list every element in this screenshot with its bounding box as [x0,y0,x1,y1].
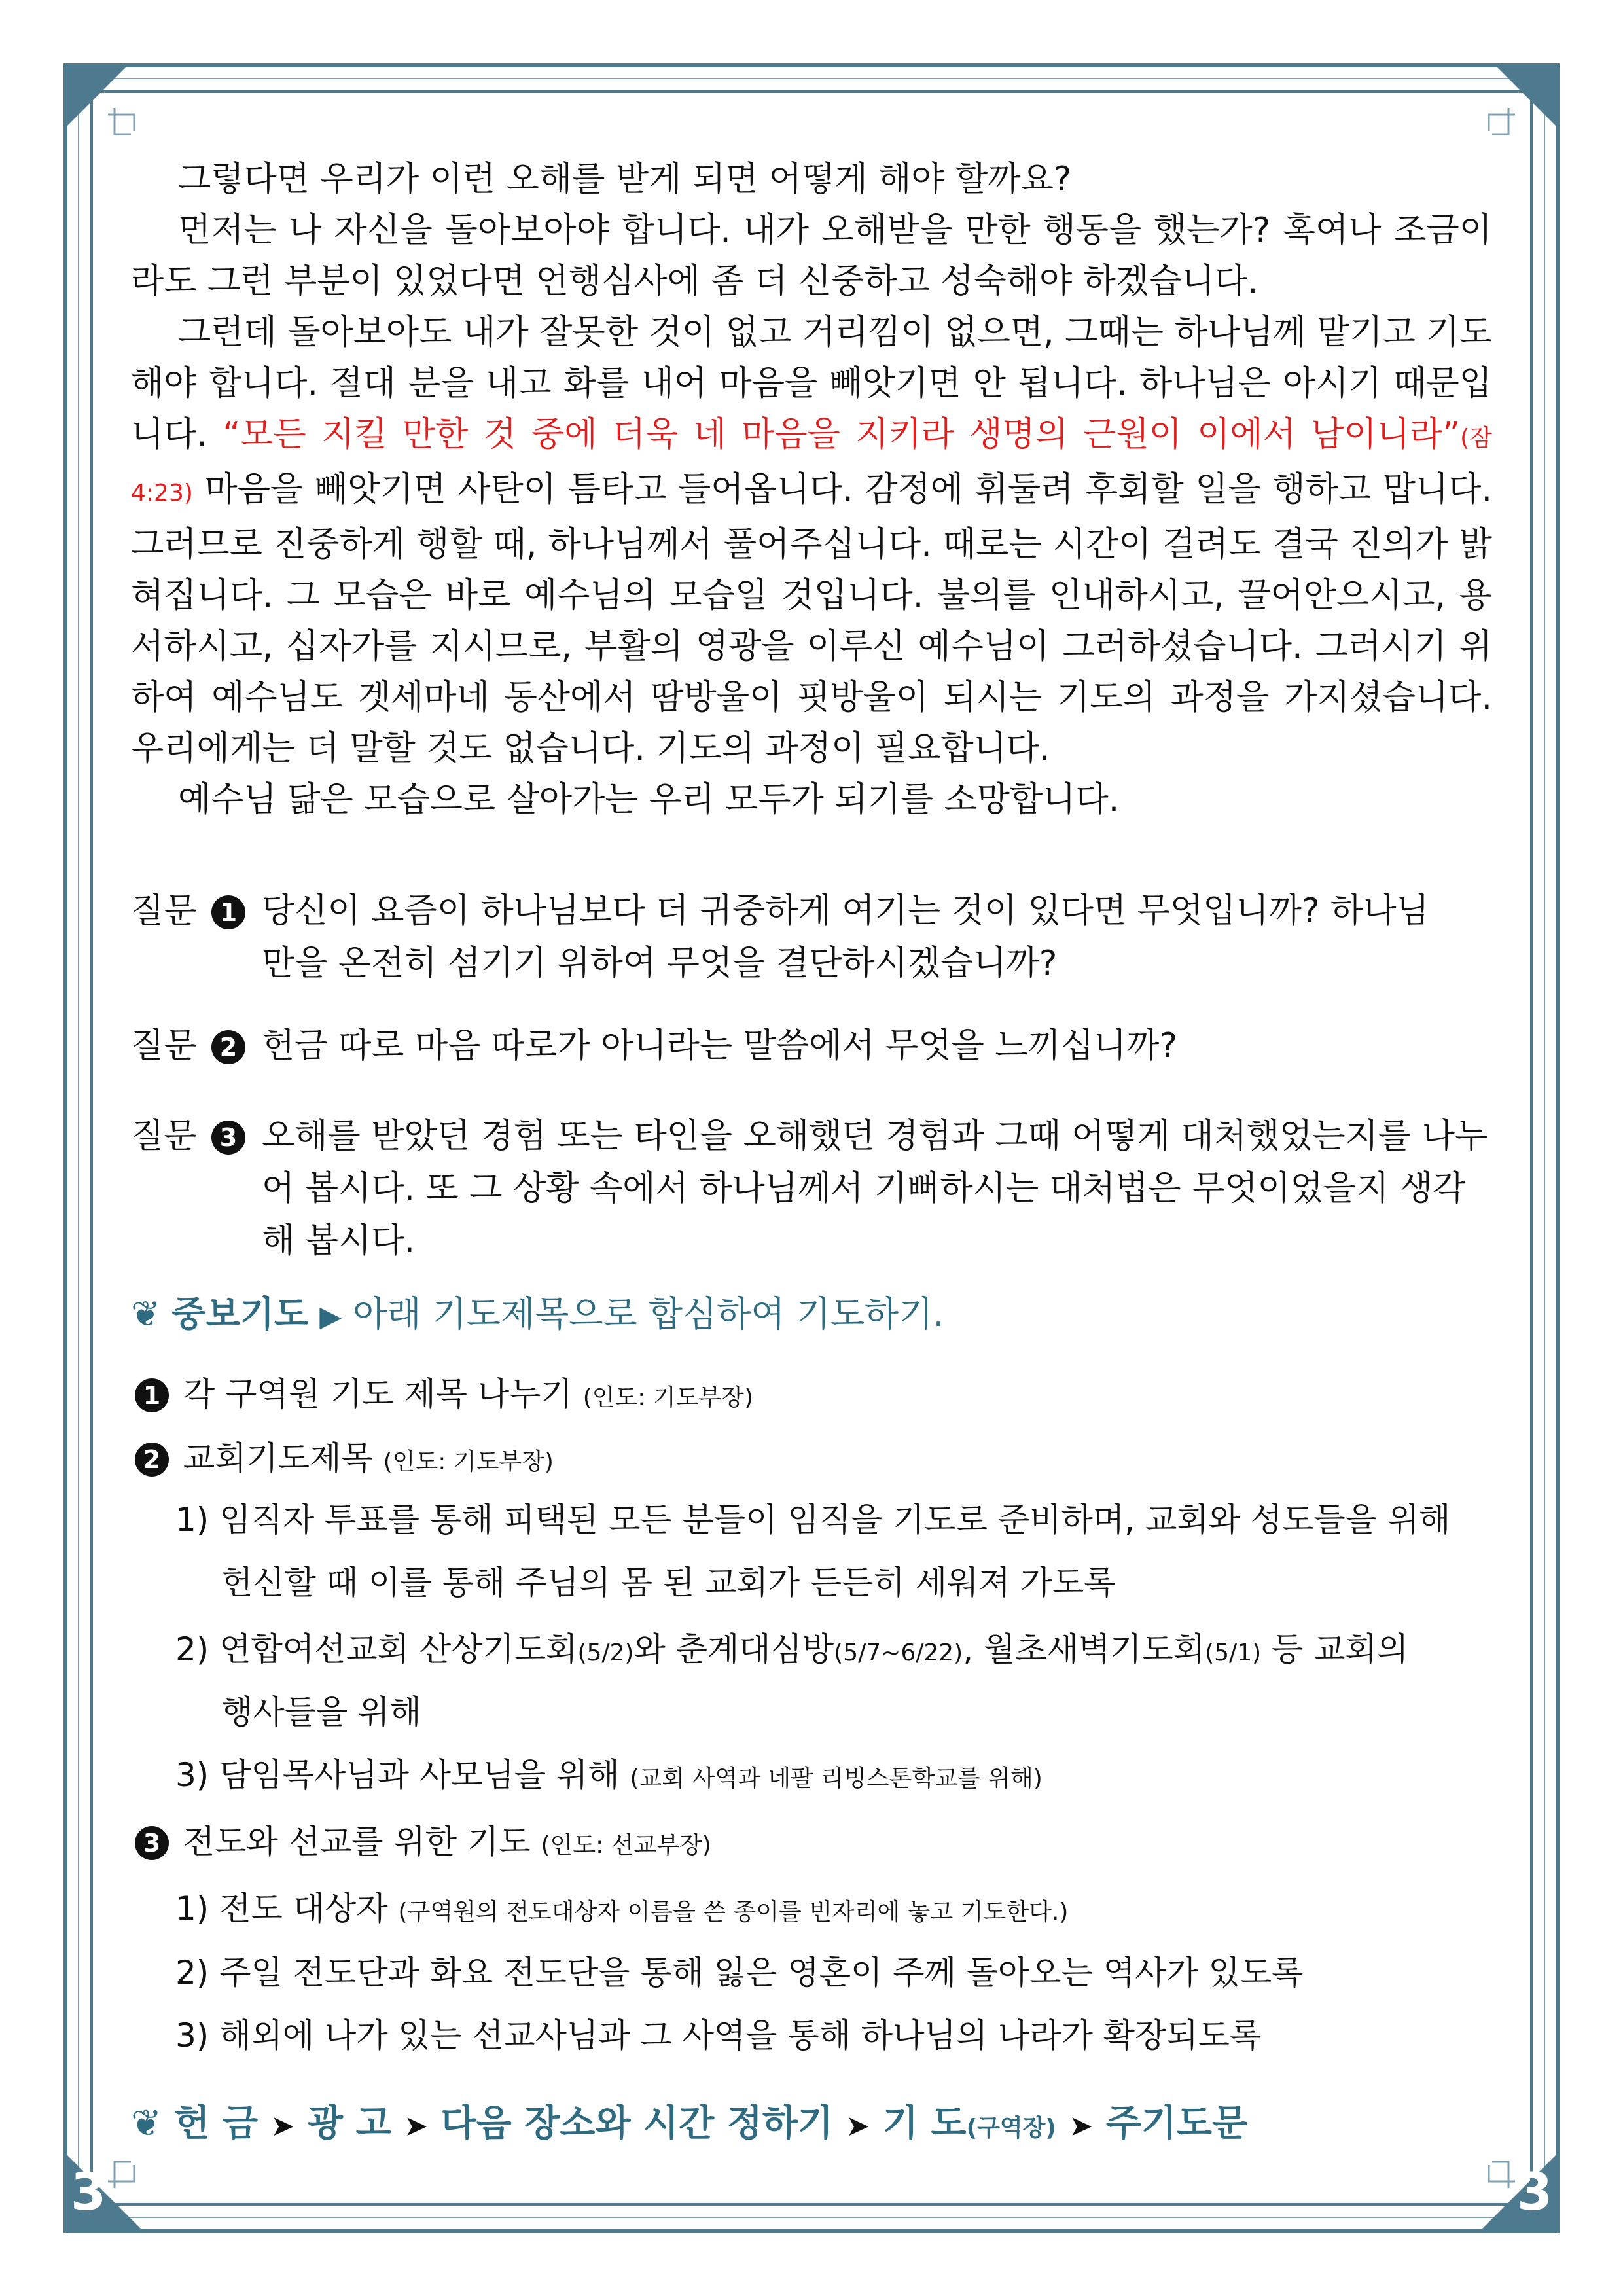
number-circle-icon: 2 [211,1030,245,1064]
paragraph-3-b: 마음을 빼앗기면 사탄이 틈타고 들어옵니다. 감정에 휘둘려 후회할 일을 행하고 맙니다. 그러므로 진중하게 행할 때, 하나님께서 풀어주십니다. 때로는 시간이 걸려도 결국 진의가 밝혀집니다. 그 모습은 바로 예수님의 모습일 것입니다. 불의를 인내하시고, 끌어안으시고, 용서하시고, 십자가를 지시므로, 부활의 영광을 이루신 예수님이 그러하셨습니다. 그러시기 위하여 예수님도 겟세마네 동산에서 땀방울이 핏방울이 되시는 기도의 과정을 가지셨습니다. 우리에게는 더 말할 것도 없습니다. 기도의 과정이 필요합니다. [131,470,1492,768]
order-item: 다음 장소와 시간 정하기 [440,2102,834,2145]
question-2 [131,1020,1505,1072]
number-circle-icon: 3 [135,1826,169,1860]
list-item: 3) 해외에 나가 있는 선교사님과 그 사역을 통해 하나님의 나라가 확장되도록 [175,2017,1262,2054]
order-item-sub: (구역장) [966,2115,1056,2142]
question-label: 질문 1 [131,885,249,937]
corner-tr [1495,65,1558,128]
paragraph-2: 먼저는 나 자신을 돌아보아야 합니다. 내가 오해받을 만한 행동을 했는가? 혹여나 조금이라도 그런 부분이 있었다면 언행심사에 좀 더 신중하고 성숙해야 하겠습니다. [131,211,1492,301]
list-item: 2) 주일 전도단과 화요 전도단을 통해 잃은 영혼이 주께 돌아오는 역사가 있도록 [175,1954,1304,1992]
list-item-cont: 행사들을 위해 [221,1693,421,1731]
number-circle-icon: 2 [135,1443,169,1477]
list-item: 1) 임직자 투표를 통해 피택된 모든 분들이 임직을 기도로 준비하며, 교회와 성도들을 위해 [175,1501,1451,1539]
arrow-right-icon: ➤ [846,2109,870,2143]
page-number-right: 3 [1517,2163,1553,2222]
corner-tl [65,65,128,128]
paragraph-4: 예수님 닮은 모습으로 살아가는 우리 모두가 되기를 소망합니다. [178,780,1120,819]
question-text: 헌금 따로 마음 따로가 아니라는 말씀에서 무엇을 느끼십니까? [262,1026,1178,1066]
prayer-section-2: 2 교회기도제목 (인도: 기도부장) [131,1432,554,1479]
arrow-right-icon: ➤ [404,2109,429,2143]
prayer-section-3: 3 전도와 선교를 위한 기도 (인도: 선교부장) [131,1816,711,1863]
body-text [131,154,1492,825]
paragraph-3-a: 그런데 돌아보아도 내가 잘못한 것이 없고 거리낌이 없으면, 그때는 하나님께 맡기고 기도해야 합니다. 절대 분을 내고 화를 내어 마음을 빼앗기면 안 됩니다. 하나님은 아시기 때문입니다. [131,313,1492,454]
arrow-right-icon: ▶ [319,1300,342,1333]
question-text: 오해를 받았던 경험 또는 타인을 오해했던 경험과 그때 어떻게 대처했었는지를 나누어 봅시다. 또 그 상황 속에서 하나님께서 기뻐하시는 대처법은 무엇이었을지 생각해 봅시다. [262,1117,1488,1261]
arrow-right-icon: ➤ [270,2109,295,2143]
prayer-subtitle: 아래 기도제목으로 합심하여 기도하기. [353,1293,944,1335]
arrow-right-icon: ➤ [1069,2109,1094,2143]
leaf-icon: ❦ [131,2102,162,2145]
number-circle-icon: 1 [135,1378,169,1412]
prayer-title: 중보기도 [171,1293,309,1335]
list-item: 1) 전도 대상자 (구역원의 전도대상자 이름을 쓴 종이를 빈자리에 놓고 기도한다.) [175,1890,1069,1928]
list-item: 2) 연합여선교회 산상기도회(5/2)와 춘계대심방(5/7~6/22), 월초새벽기도회(5/1) 등 교회의 [175,1630,1409,1668]
number-circle-icon: 1 [211,895,245,929]
list-item: 3) 담임목사님과 사모님을 위해 (교회 사역과 네팔 리빙스톤학교를 위해) [175,1756,1043,1794]
prayer-section-1: 1 각 구역원 기도 제목 나누기 (인도: 기도부장) [131,1368,753,1415]
scripture-ref: (잠4:23) [131,425,1492,507]
leaf-icon: ❦ [131,1293,161,1335]
number-circle-icon: 3 [211,1121,245,1155]
page-number-left: 3 [71,2163,107,2222]
scripture-quote: “모든 지킬 만한 것 중에 더욱 네 마음을 지키라 생명의 근원이 이에서 남이니라” [223,415,1461,454]
question-3 [131,1110,1505,1267]
order-item: 주기도문 [1105,2102,1248,2145]
paragraph-1: 그렇다면 우리가 이런 오해를 받게 되면 어떻게 해야 할까요? [178,160,1072,199]
question-1 [131,885,1505,990]
question-text: 당신이 요즘이 하나님보다 더 귀중하게 여기는 것이 있다면 무엇입니까? 하나님만을 온전히 섬기기 위하여 무엇을 결단하시겠습니까? [262,891,1429,983]
prayer-header [131,1286,944,1336]
order-item: 광 고 [308,2102,391,2145]
order-item: 헌 금 [174,2102,259,2145]
paragraph-3 [131,307,1492,774]
question-label: 질문 2 [131,1020,249,1072]
order-item: 기 도 [882,2102,967,2145]
service-order [131,2094,1247,2147]
list-item-cont: 헌신할 때 이를 통해 주님의 몸 된 교회가 든든히 세워져 가도록 [221,1564,1116,1602]
question-label: 질문 3 [131,1110,249,1162]
